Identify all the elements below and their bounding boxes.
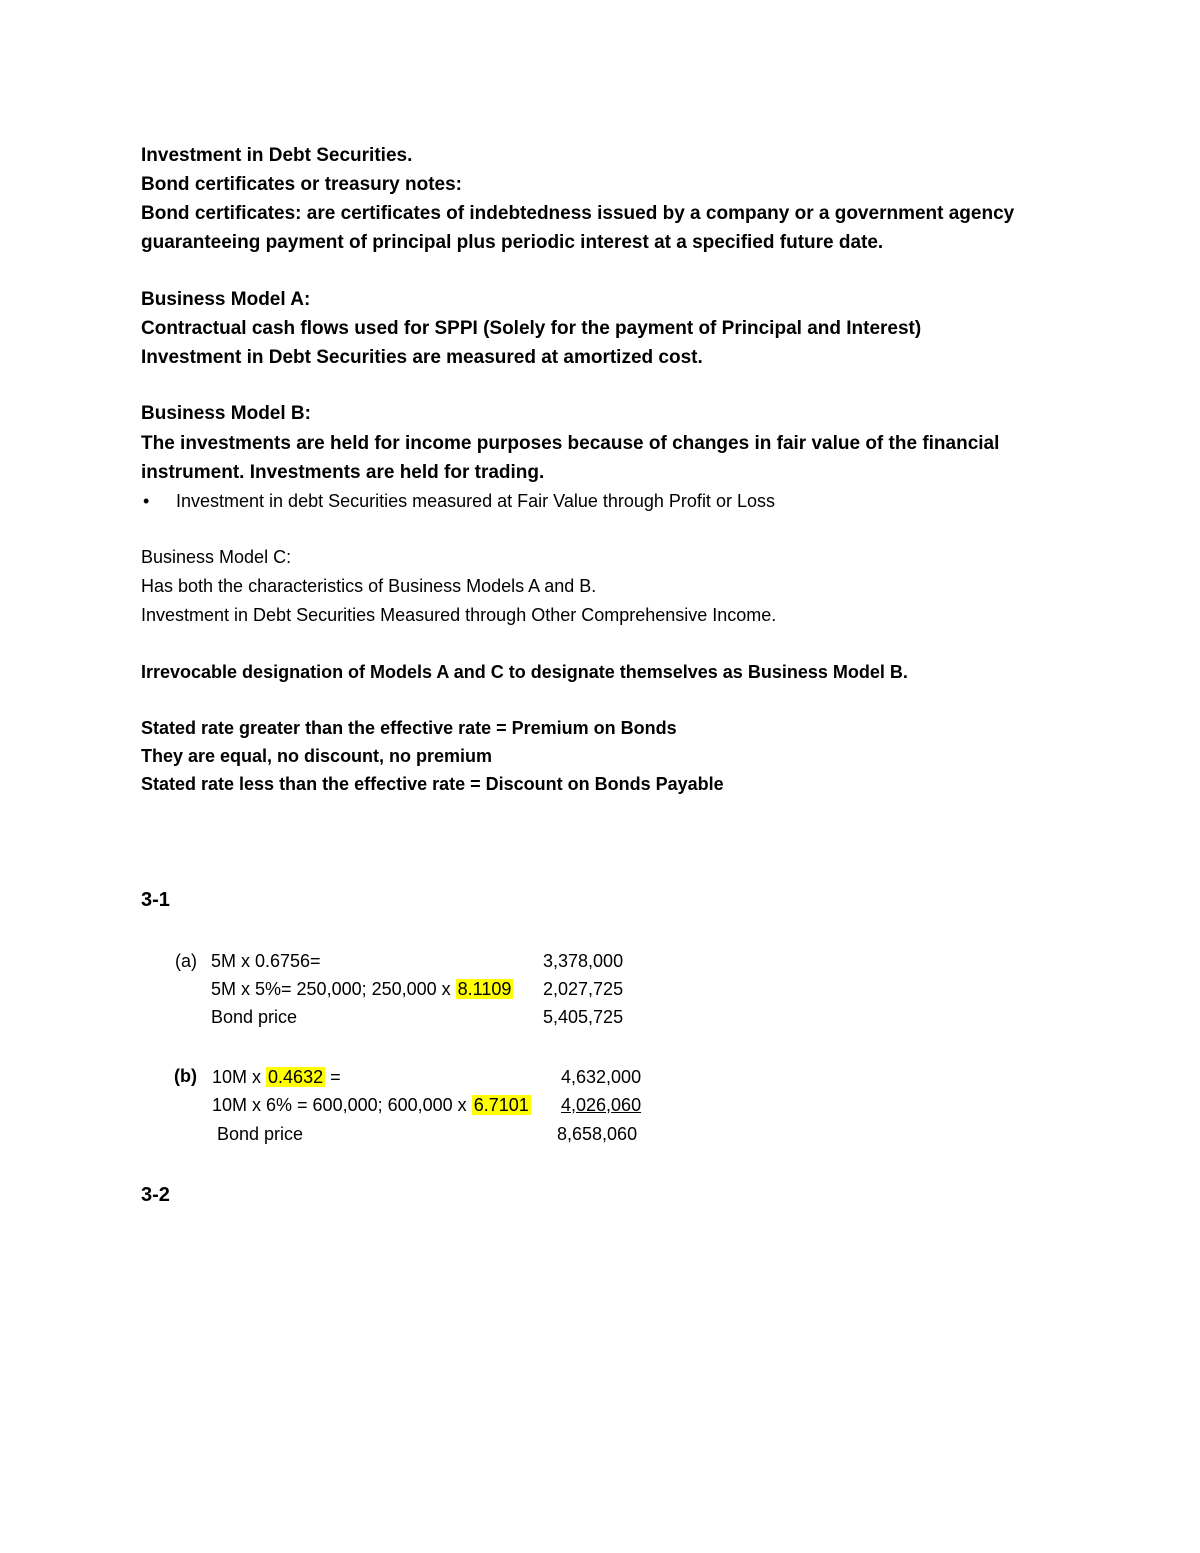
part-a-row3-text: Bond price	[211, 1007, 298, 1027]
part-b-row2-text: 10M x 6% = 600,000; 600,000 x	[212, 1095, 472, 1115]
part-a-row1-value: 3,378,000	[543, 951, 624, 971]
problem-3-2-heading: 3-2	[141, 1184, 170, 1206]
part-a-label: (a)	[175, 951, 197, 971]
rates-line2: They are equal, no discount, no premium	[141, 746, 493, 766]
model-b-heading: Business Model B:	[141, 403, 311, 424]
intro-definition-line1: Bond certificates: are certificates of indebtedness issued by a company or a government agency	[141, 203, 1015, 224]
part-a-row2-value: 2,027,725	[543, 979, 624, 999]
model-b-line1: The investments are held for income purposes because of changes in fair value of the financial	[141, 433, 1000, 454]
model-c-line2: Investment in Debt Securities Measured through Other Comprehensive Income.	[141, 605, 777, 625]
intro-definition-line2: guaranteeing payment of principal plus periodic interest at a specified future date.	[141, 232, 884, 253]
model-b-bullet: Investment in debt Securities measured at Fair Value through Profit or Loss	[176, 491, 775, 511]
part-b-row1	[212, 1066, 341, 1088]
model-a-heading: Business Model A:	[141, 289, 311, 310]
part-a-row1-text: 5M x 0.6756=	[211, 951, 321, 971]
part-b-row1-value: 4,632,000	[561, 1067, 642, 1087]
part-b-row1-text-post: =	[325, 1067, 341, 1087]
part-a-row2-factor: 8.1109	[457, 979, 512, 999]
intro-subtitle: Bond certificates or treasury notes:	[141, 174, 462, 195]
model-b-line2: instrument. Investments are held for trading.	[141, 462, 545, 483]
bullet-icon: •	[143, 491, 150, 511]
part-b-row2	[212, 1094, 531, 1116]
model-c-line1: Has both the characteristics of Business Models A and B.	[141, 576, 597, 596]
part-b-row2-value: 4,026,060	[561, 1095, 642, 1115]
part-a-row2-text: 5M x 5%= 250,000; 250,000 x	[211, 979, 456, 999]
rates-line1: Stated rate greater than the effective rate = Premium on Bonds	[141, 718, 677, 738]
part-b-label: (b)	[174, 1066, 197, 1086]
model-a-line2: Investment in Debt Securities are measured at amortized cost.	[141, 347, 703, 368]
model-a-line1: Contractual cash flows used for SPPI (Solely for the payment of Principal and Interest)	[141, 318, 922, 339]
rates-line3: Stated rate less than the effective rate = Discount on Bonds Payable	[141, 774, 724, 794]
part-b-row2-factor: 6.7101	[473, 1095, 529, 1115]
part-b-row1-text-pre: 10M x	[212, 1067, 267, 1087]
part-b-row3-text: Bond price	[217, 1124, 304, 1144]
intro-title: Investment in Debt Securities.	[141, 145, 413, 166]
part-a-row3-value: 5,405,725	[543, 1007, 624, 1027]
part-b-row3-value: 8,658,060	[557, 1124, 638, 1144]
designation-note: Irrevocable designation of Models A and C to designate themselves as Business Model B.	[141, 662, 908, 682]
part-a-row2	[211, 978, 513, 1000]
model-c-heading: Business Model C:	[141, 547, 292, 567]
part-b-row1-factor: 0.4632	[268, 1067, 324, 1087]
problem-3-1-heading: 3-1	[141, 889, 170, 911]
